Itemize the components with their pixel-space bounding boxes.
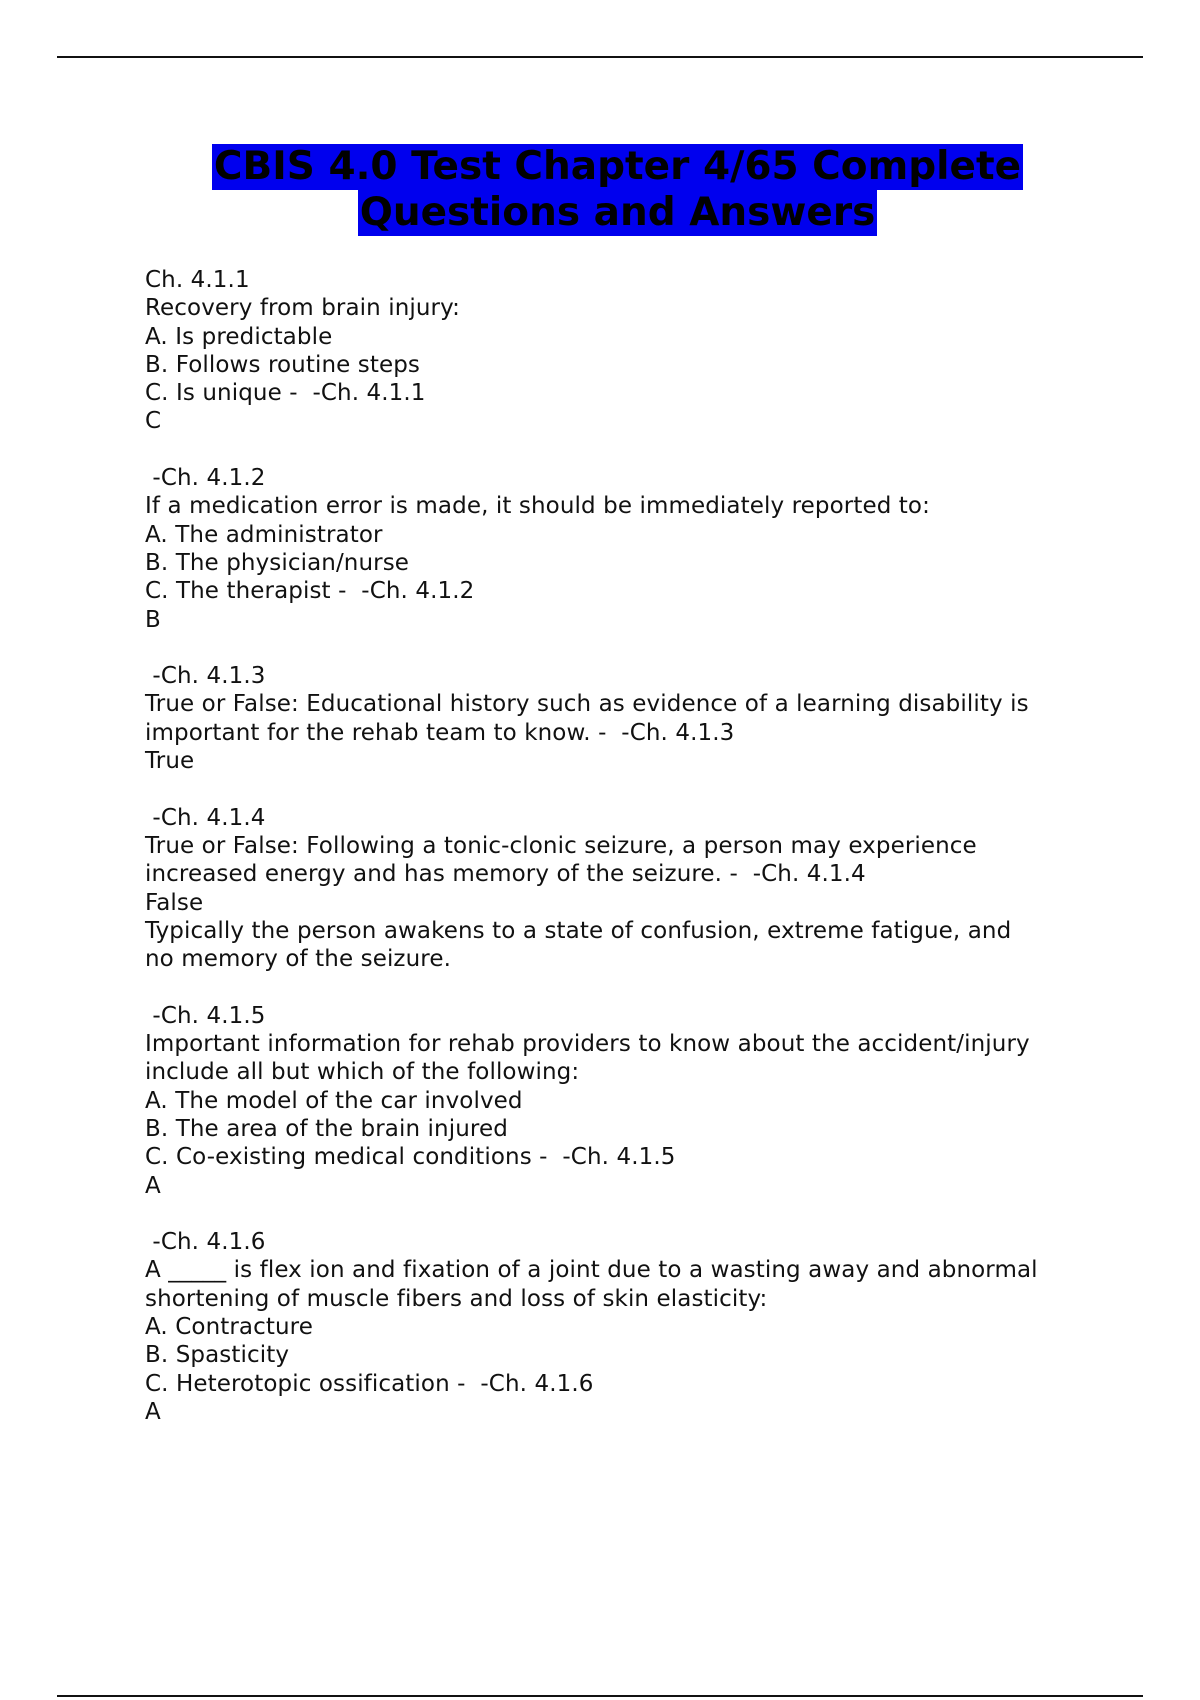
bottom-rule: [57, 1695, 1143, 1697]
question-line: Typically the person awakens to a state of confusion, extreme fatigue, and: [145, 917, 1012, 944]
question-line: C. Co-existing medical conditions - -Ch. 4.1.5: [145, 1144, 676, 1171]
question-line: True or False: Following a tonic-clonic seizure, a person may experience: [145, 832, 977, 859]
question-line: B: [145, 606, 161, 633]
question-line: increased energy and has memory of the seizure. - -Ch. 4.1.4: [145, 861, 866, 888]
question-line: -Ch. 4.1.2: [145, 465, 266, 492]
question-line: A: [145, 1172, 161, 1199]
question-block: [145, 266, 1095, 436]
question-line: -Ch. 4.1.3: [145, 663, 266, 690]
question-line: A. Is predictable: [145, 323, 333, 350]
question-line: C. Heterotopic ossification - -Ch. 4.1.6: [145, 1370, 594, 1397]
question-line: -Ch. 4.1.5: [145, 1002, 266, 1029]
question-line: A. The model of the car involved: [145, 1087, 523, 1114]
question-line: Recovery from brain injury:: [145, 295, 460, 322]
question-list: [145, 266, 1095, 1454]
question-line: B. Spasticity: [145, 1342, 290, 1369]
question-block: [145, 1002, 1095, 1200]
question-line: Important information for rehab providers to know about the accident/injury: [145, 1031, 1030, 1058]
question-line: A. Contracture: [145, 1313, 313, 1340]
question-line: B. The physician/nurse: [145, 549, 410, 576]
question-block: [145, 1228, 1095, 1426]
question-line: -Ch. 4.1.4: [145, 804, 266, 831]
question-line: A: [145, 1398, 161, 1425]
question-line: important for the rehab team to know. - -Ch. 4.1.3: [145, 719, 735, 746]
title-line-1: CBIS 4.0 Test Chapter 4/65 Complete: [213, 144, 1022, 189]
question-line: True: [145, 748, 195, 775]
question-line: B. Follows routine steps: [145, 351, 421, 378]
question-line: no memory of the seizure.: [145, 946, 451, 973]
question-line: Ch. 4.1.1: [145, 267, 250, 293]
question-line: C. Is unique - -Ch. 4.1.1: [145, 380, 426, 407]
question-line: True or False: Educational history such as evidence of a learning disability is: [145, 691, 1029, 718]
question-line: C. The therapist - -Ch. 4.1.2: [145, 578, 475, 605]
question-block: [145, 804, 1095, 974]
question-line: -Ch. 4.1.6: [145, 1229, 266, 1256]
document-title: [150, 144, 1085, 236]
question-line: C: [145, 408, 162, 435]
question-line: shortening of muscle fibers and loss of skin elasticity:: [145, 1285, 768, 1312]
title-line-2: Questions and Answers: [359, 190, 876, 235]
question-line: B. The area of the brain injured: [145, 1115, 508, 1142]
question-block: [145, 662, 1095, 775]
question-line: If a medication error is made, it should be immediately reported to:: [145, 493, 930, 520]
question-line: False: [145, 889, 204, 916]
top-rule: [57, 56, 1143, 58]
question-line: A. The administrator: [145, 521, 383, 548]
question-line: include all but which of the following:: [145, 1059, 580, 1086]
question-block: [145, 464, 1095, 634]
question-line: A _____ is flex ion and fixation of a joint due to a wasting away and abnormal: [145, 1257, 1038, 1284]
